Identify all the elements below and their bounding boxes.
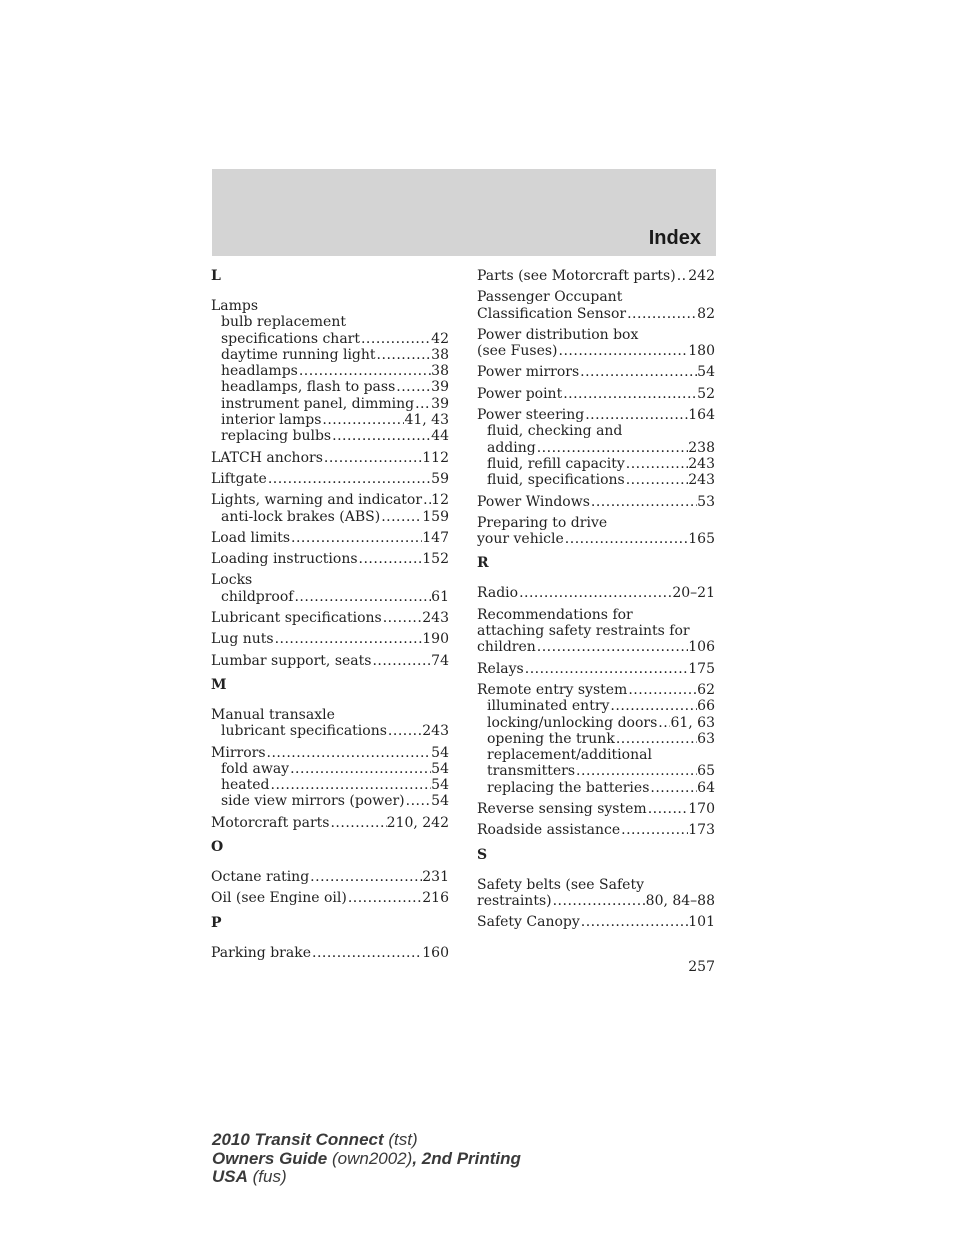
entry-text: Classification Sensor xyxy=(477,305,627,322)
dot-leader xyxy=(580,914,689,930)
index-entry xyxy=(477,268,715,284)
index-entry xyxy=(477,386,715,402)
page-reference: 160 xyxy=(422,944,449,961)
dot-leader xyxy=(360,331,431,347)
page-reference: 20–21 xyxy=(672,585,715,602)
footer xyxy=(212,1131,521,1187)
dot-leader xyxy=(676,268,689,284)
entry-text: Safety belts (see Safety xyxy=(477,876,644,893)
footer-line-2: Owners Guide (own2002), 2nd Printing xyxy=(212,1148,521,1168)
dot-leader xyxy=(626,306,697,322)
entry-text: Motorcraft parts xyxy=(211,814,330,831)
index-entry xyxy=(211,745,449,810)
page-reference: 243 xyxy=(688,472,715,489)
index-entry-line xyxy=(477,877,715,893)
entry-text: illuminated entry xyxy=(487,698,610,715)
index-entry-line xyxy=(477,682,715,698)
index-entry-line xyxy=(211,869,449,885)
dot-leader xyxy=(298,363,431,379)
dot-leader xyxy=(380,509,422,525)
index-subentry-line xyxy=(211,793,449,809)
entry-text: Safety Canopy xyxy=(477,914,580,931)
entry-text: Lamps xyxy=(211,298,259,314)
entry-text: fluid, refill capacity xyxy=(487,455,625,472)
index-entry xyxy=(211,551,449,567)
dot-leader xyxy=(347,890,422,906)
page-reference: 112 xyxy=(422,449,449,466)
index-entry-line xyxy=(477,893,715,909)
index-entry-line xyxy=(477,801,715,817)
index-entry xyxy=(211,890,449,906)
index-subentry-line xyxy=(211,761,449,777)
page-reference: 54 xyxy=(431,744,449,761)
entry-text: Locks xyxy=(211,572,253,589)
dot-leader xyxy=(309,869,422,885)
index-subentry-line xyxy=(211,723,449,739)
page-reference: 54 xyxy=(697,364,715,381)
entry-text: adding xyxy=(487,439,536,456)
entry-text: Parts (see Motorcraft parts) xyxy=(477,268,676,284)
dot-leader xyxy=(552,893,646,909)
index-entry-line xyxy=(477,289,715,305)
page-reference: 80, 84–88 xyxy=(645,892,715,909)
dot-leader xyxy=(290,530,422,546)
page-reference: 52 xyxy=(697,385,715,402)
entry-text: specifications chart xyxy=(221,330,360,347)
entry-text: childproof xyxy=(221,588,294,605)
index-entry-line xyxy=(477,531,715,547)
index-entry xyxy=(477,877,715,910)
index-entry xyxy=(477,801,715,817)
page-title: Index xyxy=(648,227,701,249)
page-reference: 12 xyxy=(431,492,449,509)
index-entry xyxy=(211,298,449,445)
page-reference: 216 xyxy=(422,890,449,907)
dot-leader xyxy=(274,631,423,647)
index-subentry-line xyxy=(477,456,715,472)
entry-text: fluid, checking and xyxy=(487,423,623,440)
dot-leader xyxy=(329,815,386,831)
index-entry-line xyxy=(211,653,449,669)
entry-text: locking/unlocking doors xyxy=(487,714,658,731)
entry-text: Reverse sensing system xyxy=(477,801,647,818)
dot-leader xyxy=(524,661,689,677)
entry-text: Power mirrors xyxy=(477,364,580,381)
index-letter-heading: L xyxy=(211,268,221,284)
page-reference: 242 xyxy=(688,268,715,284)
index-entry-line xyxy=(477,327,715,343)
index-entry xyxy=(211,631,449,647)
page-reference: 61, 63 xyxy=(670,714,715,731)
index-entry xyxy=(477,822,715,838)
index-entry-line xyxy=(211,530,449,546)
entry-text: Octane rating xyxy=(211,869,310,886)
index-entry-line xyxy=(211,707,449,723)
index-subentry-line xyxy=(477,780,715,796)
index-subentry-line xyxy=(211,412,449,428)
index-entry-line xyxy=(211,815,449,831)
dot-leader xyxy=(575,763,697,779)
entry-text: Lights, warning and indicator xyxy=(211,492,423,509)
entry-text: replacing bulbs xyxy=(221,428,332,445)
dot-leader xyxy=(625,456,689,472)
index-subentry-line xyxy=(211,347,449,363)
index-entry xyxy=(477,327,715,360)
index-entry-line xyxy=(477,661,715,677)
index-entry xyxy=(477,585,715,601)
page-reference: 74 xyxy=(431,652,449,669)
entry-text: Power Windows xyxy=(477,493,590,510)
page-reference: 64 xyxy=(697,779,715,796)
dot-leader xyxy=(293,589,431,605)
page-reference: 101 xyxy=(688,914,715,931)
index-entry-line xyxy=(477,268,715,284)
index-subentry-line xyxy=(477,698,715,714)
index-subentry-line xyxy=(211,379,449,395)
entry-text: Liftgate xyxy=(211,470,267,487)
dot-leader xyxy=(387,723,422,739)
index-entry xyxy=(211,945,449,961)
page-reference: 42 xyxy=(431,330,449,347)
dot-leader xyxy=(405,793,432,809)
page-reference: 59 xyxy=(431,470,449,487)
index-letter-heading: S xyxy=(477,846,488,863)
page-reference: 164 xyxy=(688,407,715,424)
dot-leader xyxy=(536,639,688,655)
dot-leader xyxy=(414,396,431,412)
entry-text: replacement/additional xyxy=(487,747,652,764)
page-reference: 159 xyxy=(422,508,449,525)
index-subentry-line xyxy=(477,472,715,488)
entry-text: Parking brake xyxy=(211,944,311,961)
entry-text: Loading instructions xyxy=(211,551,358,568)
page-reference: 106 xyxy=(688,639,715,656)
entry-text: anti-lock brakes (ABS) xyxy=(221,508,381,525)
index-entry-line xyxy=(211,551,449,567)
dot-leader xyxy=(620,822,688,838)
index-letter-heading: R xyxy=(477,555,489,572)
index-subentry-line xyxy=(211,396,449,412)
index-entry xyxy=(211,707,449,740)
entry-text: Manual transaxle xyxy=(211,706,335,723)
dot-leader xyxy=(657,715,670,731)
index-entry xyxy=(477,682,715,796)
index-entry-line xyxy=(477,306,715,322)
dot-leader xyxy=(266,745,432,761)
dot-leader xyxy=(558,343,689,359)
footer-line-1: 2010 Transit Connect (tst) xyxy=(212,1130,418,1149)
entry-text: your vehicle xyxy=(477,531,564,548)
index-entry xyxy=(477,661,715,677)
entry-text: Recommendations for xyxy=(477,606,633,623)
page-reference: 147 xyxy=(422,529,449,546)
page-reference: 243 xyxy=(422,723,449,740)
index-entry xyxy=(211,653,449,669)
entry-text: headlamps, flash to pass xyxy=(221,379,396,396)
dot-leader xyxy=(267,471,431,487)
index-entry xyxy=(211,530,449,546)
entry-text: bulb replacement xyxy=(221,314,346,331)
index-entry-line xyxy=(211,492,449,508)
index-entry xyxy=(477,364,715,380)
entry-text: Oil (see Engine oil) xyxy=(211,890,347,907)
index-subentry-line xyxy=(477,731,715,747)
index-subentry-line xyxy=(477,715,715,731)
entry-text: restraints) xyxy=(477,892,552,909)
index-subentry-line xyxy=(211,428,449,444)
page-reference: 39 xyxy=(431,379,449,396)
page-reference: 38 xyxy=(431,346,449,363)
page-reference: 180 xyxy=(688,343,715,360)
page-reference: 54 xyxy=(431,760,449,777)
entry-text: fluid, specifications xyxy=(487,472,625,489)
index-entry-line xyxy=(477,407,715,423)
entry-text: headlamps xyxy=(221,363,298,380)
page-reference: 53 xyxy=(697,493,715,510)
entry-text: lubricant specifications xyxy=(221,723,387,740)
page-reference: 175 xyxy=(688,660,715,677)
entry-text: Passenger Occupant xyxy=(477,289,623,306)
entry-text: Mirrors xyxy=(211,744,266,761)
index-entry-line xyxy=(477,914,715,930)
page-reference: 170 xyxy=(688,801,715,818)
entry-text: opening the trunk xyxy=(487,730,615,747)
dot-leader xyxy=(562,386,697,402)
entry-text: children xyxy=(477,639,536,656)
index-entry-line xyxy=(211,471,449,487)
index-subentry-line xyxy=(477,747,715,763)
dot-leader xyxy=(270,777,432,793)
index-entry-line xyxy=(477,639,715,655)
entry-text: replacing the batteries xyxy=(487,779,650,796)
page-reference: 231 xyxy=(422,869,449,886)
index-letter-heading: M xyxy=(211,676,227,693)
dot-leader xyxy=(627,682,697,698)
page-reference: 243 xyxy=(422,610,449,627)
page-reference: 54 xyxy=(431,777,449,794)
index-letter-heading: P xyxy=(211,914,222,931)
entry-text: LATCH anchors xyxy=(211,449,323,466)
index-entry-line xyxy=(211,450,449,466)
dot-leader xyxy=(382,610,423,626)
index-entry-line xyxy=(477,386,715,402)
dot-leader xyxy=(609,698,697,714)
index-entry-line xyxy=(477,585,715,601)
index-entry xyxy=(211,450,449,466)
index-entry xyxy=(211,815,449,831)
dot-leader xyxy=(647,801,689,817)
index-subentry-line xyxy=(211,314,449,330)
dot-leader xyxy=(590,494,697,510)
page-reference: 82 xyxy=(697,305,715,322)
entry-text: side view mirrors (power) xyxy=(221,793,405,810)
entry-text: Preparing to drive xyxy=(477,514,608,531)
entry-text: daytime running light xyxy=(221,346,376,363)
page-reference: 66 xyxy=(697,698,715,715)
entry-text: Remote entry system xyxy=(477,681,628,698)
dot-leader xyxy=(311,945,422,961)
entry-text: Lubricant specifications xyxy=(211,610,382,627)
index-entry-line xyxy=(211,631,449,647)
index-entry xyxy=(477,515,715,548)
index-entry xyxy=(211,492,449,525)
dot-leader xyxy=(358,551,423,567)
page-reference: 44 xyxy=(431,428,449,445)
header-band xyxy=(212,169,716,256)
entry-text: heated xyxy=(221,777,270,794)
page-reference: 61 xyxy=(431,588,449,605)
entry-text: Relays xyxy=(477,660,524,677)
dot-leader xyxy=(376,347,432,363)
index-entry xyxy=(477,914,715,930)
index-entry xyxy=(477,494,715,510)
entry-text: fold away xyxy=(221,760,290,777)
dot-leader xyxy=(321,412,404,428)
page-reference: 65 xyxy=(697,763,715,780)
index-entry xyxy=(211,610,449,626)
dot-leader xyxy=(289,761,431,777)
page-reference: 165 xyxy=(688,531,715,548)
index-entry xyxy=(211,471,449,487)
index-entry-line xyxy=(211,610,449,626)
dot-leader xyxy=(536,440,689,456)
index-subentry-line xyxy=(211,589,449,605)
entry-text: Power distribution box xyxy=(477,326,639,343)
index-subentry-line xyxy=(211,331,449,347)
index-entry-line xyxy=(211,890,449,906)
page-reference: 190 xyxy=(422,631,449,648)
dot-leader xyxy=(323,450,422,466)
index-entry-line xyxy=(477,607,715,623)
page-reference: 152 xyxy=(422,551,449,568)
index-entry xyxy=(477,289,715,322)
dot-leader xyxy=(625,472,689,488)
entry-text: (see Fuses) xyxy=(477,343,558,360)
index-entry xyxy=(211,572,449,605)
dot-leader xyxy=(371,653,431,669)
entry-text: Power point xyxy=(477,385,563,402)
index-entry-line xyxy=(477,623,715,639)
page-reference: 63 xyxy=(697,730,715,747)
index-subentry-line xyxy=(477,763,715,779)
footer-line-3: USA (fus) xyxy=(212,1167,287,1186)
dot-leader xyxy=(579,364,697,380)
index-subentry-line xyxy=(477,440,715,456)
index-entry-line xyxy=(211,745,449,761)
index-entry xyxy=(211,869,449,885)
index-entry-line xyxy=(477,515,715,531)
page-number: 257 xyxy=(688,959,715,975)
dot-leader xyxy=(518,585,672,601)
dot-leader xyxy=(584,407,688,423)
page-reference: 173 xyxy=(688,822,715,839)
dot-leader xyxy=(395,379,431,395)
page-reference: 38 xyxy=(431,363,449,380)
dot-leader xyxy=(564,531,688,547)
entry-text: Lug nuts xyxy=(211,631,274,648)
index-subentry-line xyxy=(477,423,715,439)
entry-text: Radio xyxy=(477,585,519,602)
entry-text: Lumbar support, seats xyxy=(211,652,372,669)
index-subentry-line xyxy=(211,777,449,793)
page-reference: 39 xyxy=(431,395,449,412)
entry-text: attaching safety restraints for xyxy=(477,623,690,640)
index-column-right xyxy=(477,268,715,936)
entry-text: interior lamps xyxy=(221,412,322,429)
index-subentry-line xyxy=(211,363,449,379)
index-entry xyxy=(477,607,715,656)
index-entry-line xyxy=(211,572,449,588)
entry-text: Power steering xyxy=(477,407,585,424)
index-column-left xyxy=(211,268,449,966)
page-reference: 210, 242 xyxy=(386,814,449,831)
page-reference: 54 xyxy=(431,793,449,810)
page-reference: 238 xyxy=(688,439,715,456)
dot-leader xyxy=(331,428,431,444)
page-reference: 41, 43 xyxy=(404,412,449,429)
index-entry-line xyxy=(211,945,449,961)
index-entry-line xyxy=(477,364,715,380)
index-entry-line xyxy=(211,298,449,314)
dot-leader xyxy=(615,731,697,747)
page-reference: 243 xyxy=(688,455,715,472)
dot-leader xyxy=(649,780,697,796)
index-subentry-line xyxy=(211,509,449,525)
index-letter-heading: O xyxy=(211,839,224,856)
entry-text: instrument panel, dimming xyxy=(221,395,415,412)
index-entry-line xyxy=(477,822,715,838)
entry-text: Roadside assistance xyxy=(477,822,621,839)
entry-text: transmitters xyxy=(487,763,576,780)
index-entry-line xyxy=(477,343,715,359)
page-reference: 62 xyxy=(697,681,715,698)
index-entry-line xyxy=(477,494,715,510)
index-entry xyxy=(477,407,715,488)
dot-leader xyxy=(422,492,431,508)
entry-text: Load limits xyxy=(211,529,291,546)
